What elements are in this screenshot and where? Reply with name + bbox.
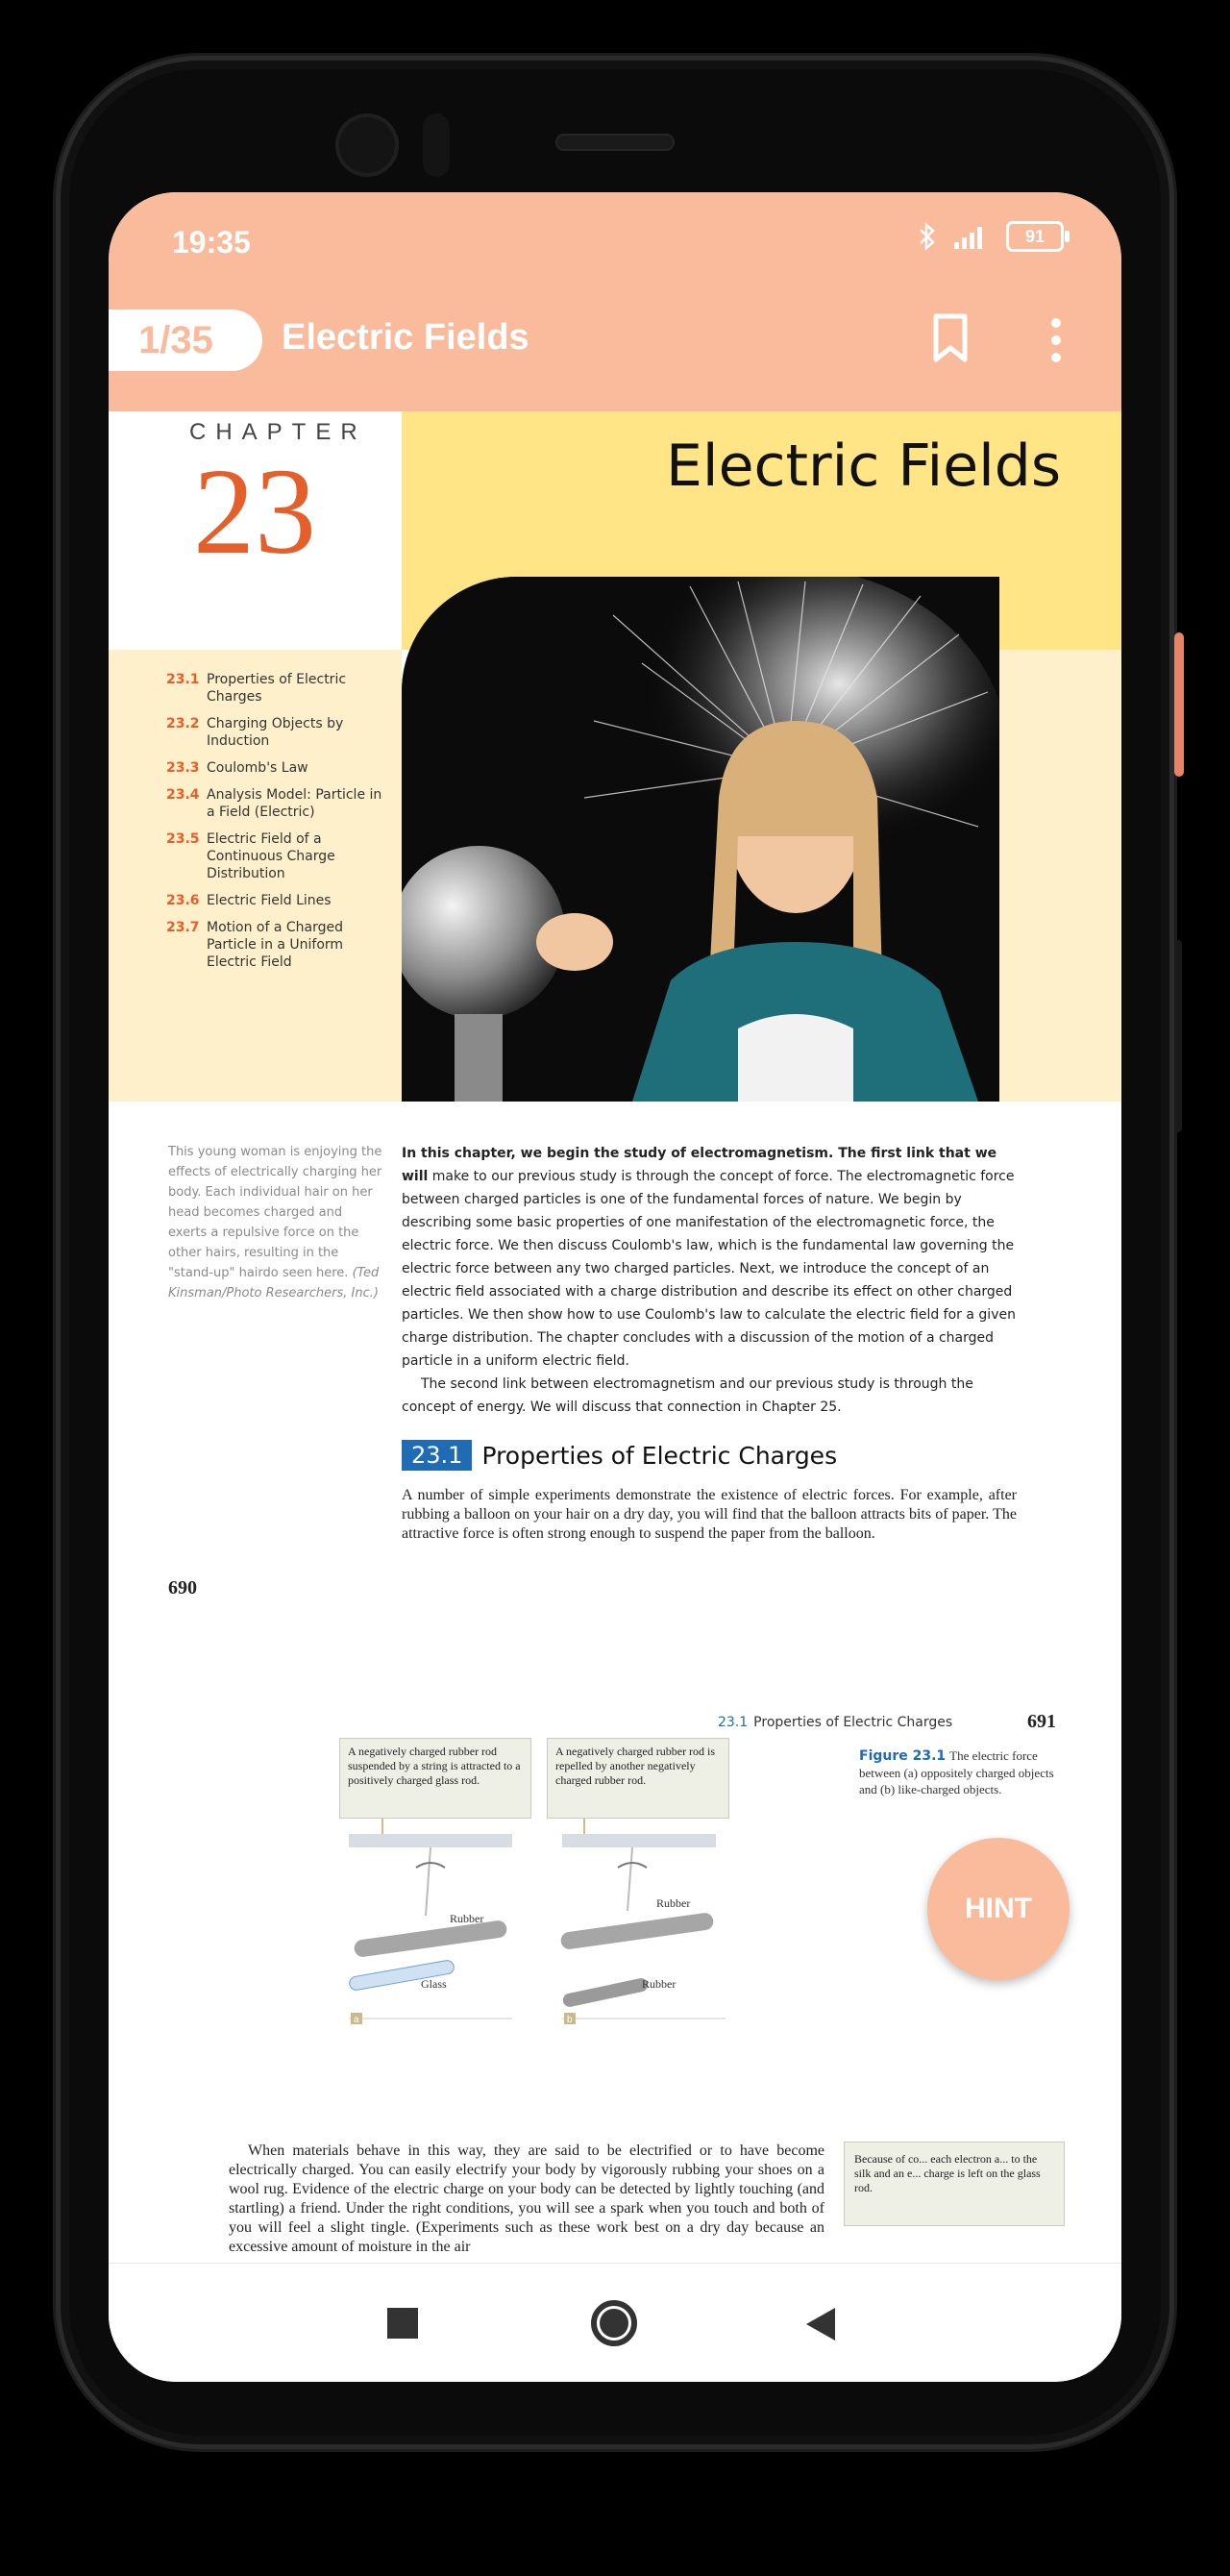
back-icon[interactable] (804, 2306, 837, 2342)
app-bar (109, 288, 1121, 411)
figure-23-1 (339, 1738, 743, 2055)
recent-apps-icon[interactable] (387, 2308, 418, 2339)
intro-paragraph-2: The second link between electromagnetism and our previous study is through the concept of energy. We will discuss that connection in Chapter 25. (402, 1376, 973, 1415)
power-button (1174, 632, 1184, 777)
photo-caption: This young woman is enjoying the effects of electrically charging her body. Each individual hair on her head becomes charged and exerts a repulsive force on the other hairs, resulting in the "stand-up" hairdo seen here. (Ted Kinsman/Photo Researchers, Inc.) (168, 1145, 382, 1300)
label-rubber-c: Rubber (642, 1977, 676, 1991)
van-de-graaff-photo (402, 577, 999, 1102)
label-glass: Glass (421, 1977, 447, 1991)
toc-item[interactable]: 23.5 Electric Field of a Continuous Charge Distribution (166, 831, 335, 881)
status-time: 19:35 (172, 225, 251, 260)
page-indicator[interactable]: 1/35 (109, 310, 262, 371)
callout-b: A negatively charged rubber rod is repelled by another negatively charged rubber rod. (547, 1738, 729, 1819)
hint-button[interactable]: HINT (927, 1838, 1070, 1980)
toc-item[interactable]: 23.6 Electric Field Lines (166, 893, 332, 908)
figure-label: Figure 23.1 (859, 1748, 947, 1764)
chapter-header-left (109, 411, 402, 650)
label-b: b (567, 2015, 573, 2025)
battery-icon: 91 (1006, 221, 1064, 252)
figure-drawing (339, 1738, 743, 2055)
label-rubber-b: Rubber (656, 1896, 691, 1910)
section-title: Properties of Electric Charges (481, 1441, 838, 1470)
photo-credit: (Ted Kinsman/Photo Researchers, Inc.) (168, 1266, 380, 1300)
toc-item[interactable]: 23.1 Properties of Electric Charges (166, 672, 347, 705)
side-callout: Because of co... each electron a... to the silk and an e... charge is left on the glass rod. (844, 2142, 1065, 2226)
cream-margin (999, 650, 1121, 1102)
document-viewer[interactable] (109, 411, 1121, 2263)
volume-button (1174, 940, 1182, 1132)
page-number-2: 691 (1027, 1711, 1056, 1732)
chapter-label: CHAPTER (189, 419, 367, 445)
section-number: 23.1 (402, 1440, 472, 1471)
callout-a: A negatively charged rubber rod suspended by a string is attracted to a positively charged glass rod. (339, 1738, 531, 1819)
navigation-bar (109, 2263, 1121, 2382)
chapter-toc (166, 671, 387, 980)
status-icons (918, 221, 1064, 252)
screen (109, 192, 1121, 2382)
running-head: 23.1 Properties of Electric Charges (718, 1715, 953, 1730)
body-paragraph: When materials behave in this way, they are said to be electrified or to have become electrically charged. You can easily electrify your body by vigorously rubbing your shoes on a wool rug. Evidence of the electric charge on your body can be detected by lightly touching (and startling) a friend. Under the right conditions, you will see a spark when you touch and both of you will feel a slight tingle. (Experiments such as these work best on a dry day because an excessive amount of moisture in the air (229, 2143, 824, 2255)
figure-caption: Figure 23.1 The electric force between (a) oppositely charged objects and (b) like-charged objects. (859, 1748, 1054, 1796)
app-title: Electric Fields (282, 317, 529, 358)
label-a: a (354, 2015, 359, 2025)
label-rubber-a: Rubber (450, 1912, 484, 1925)
proximity-sensor (423, 113, 450, 177)
home-icon[interactable] (589, 2298, 639, 2348)
chapter-photo (402, 577, 999, 1102)
toc-item[interactable]: 23.4 Analysis Model: Particle in a Field (Electric) (166, 787, 382, 820)
chapter-intro (402, 1142, 1017, 1419)
intro-paragraph: In this chapter, we begin the study of electromagnetism. The first link that we will make to our previous study is through the concept of force. The electromagnetic force between charged particles is one of the fundamental forces of nature. We begin by describing some basic properties of one manifestation of the electromagnetic force, the electric force. We then discuss Coulomb's law, which is the fundamental law governing the electric force between any two charged particles. Next, we introduce the concept of an electric field associated with a charge distribution and describe its effect on other charged particles. We then show how to use Coulomb's law to calculate the electric field for a given charge distribution. The chapter concludes with a discussion of the motion of a charged particle in a uniform electric field. (402, 1146, 1016, 1369)
section-body: A number of simple experiments demonstrate the existence of electric forces. For example, after rubbing a balloon on your hair on a dry day, you will find that the balloon attracts bits of paper. The attractive force is often strong enough to suspend the paper from the balloon. (402, 1487, 1017, 1542)
page-number: 690 (168, 1577, 197, 1598)
toc-item[interactable]: 23.3 Coulomb's Law (166, 760, 308, 776)
toc-item[interactable]: 23.2 Charging Objects by Induction (166, 716, 344, 749)
section-heading (402, 1440, 837, 1471)
chapter-number: 23 (193, 443, 316, 580)
toc-item[interactable]: 23.7 Motion of a Charged Particle in a Uniform Electric Field (166, 920, 344, 970)
bookmark-icon[interactable] (931, 313, 970, 363)
chapter-title: Electric Fields (666, 433, 1062, 500)
signal-icon (952, 223, 991, 250)
status-bar (109, 192, 1121, 288)
front-camera (335, 113, 399, 177)
earpiece-speaker (555, 134, 675, 151)
bluetooth-icon (918, 222, 937, 251)
more-options-icon[interactable] (1048, 315, 1064, 365)
